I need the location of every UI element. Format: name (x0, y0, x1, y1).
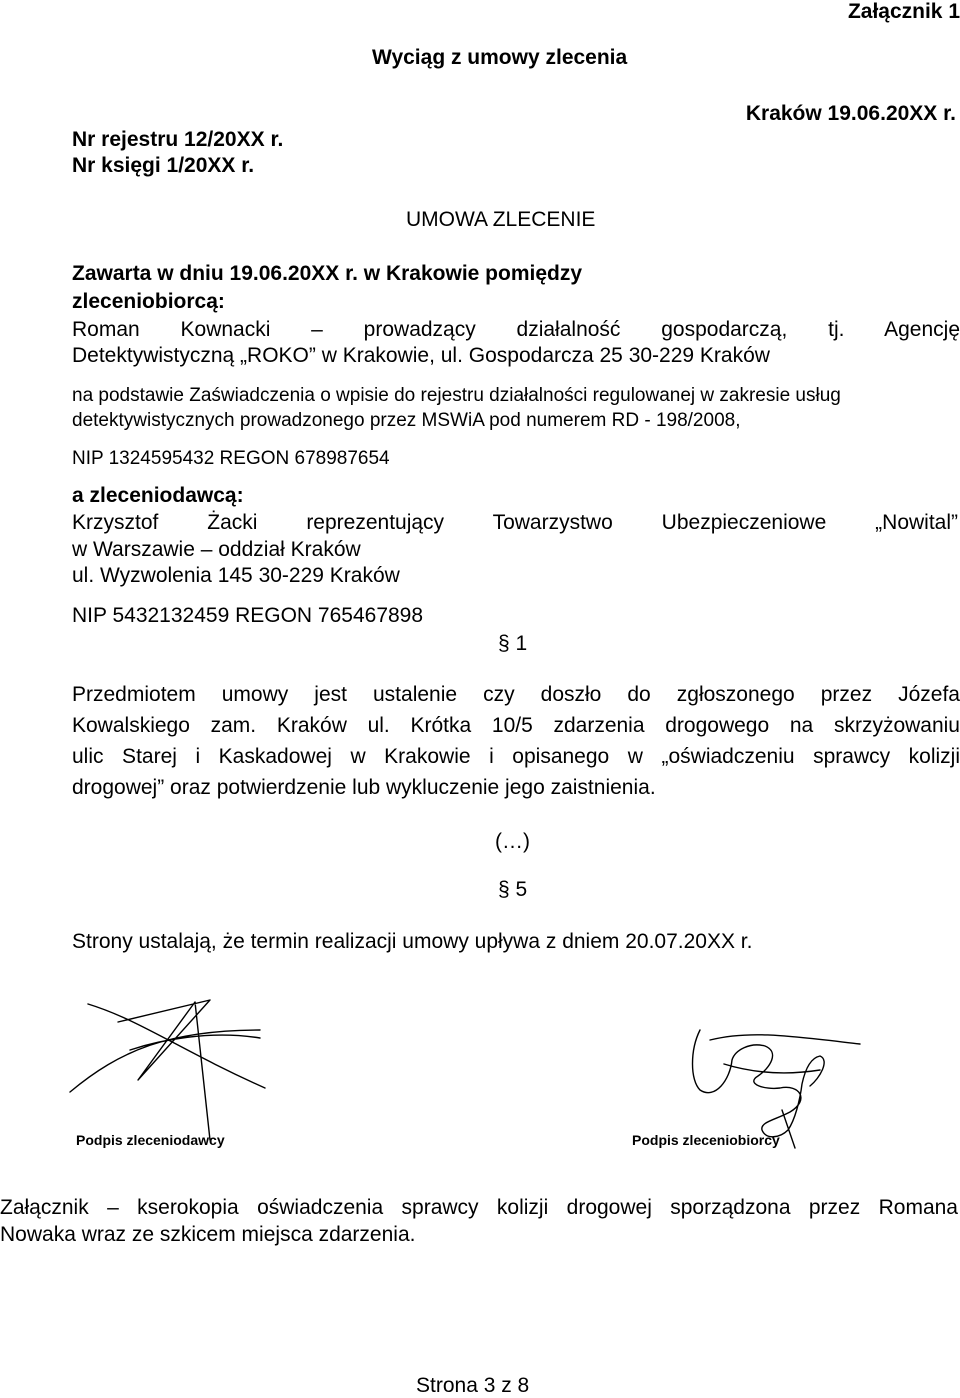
basis-line-1: na podstawie Zaświadczenia o wpisie do rejestru działalności regulowanej w zakresie usług (72, 385, 841, 406)
client-label: a zleceniodawcą: (72, 484, 244, 507)
contractor-line-2: Detektywistyczną „ROKO” w Krakowie, ul. Gospodarcza 25 30-229 Kraków (72, 344, 770, 367)
section-1-line-4: drogowej” oraz potwierdzenie lub wykluczenie jego zaistnienia. (72, 776, 656, 799)
contractor-ids: NIP 1324595432 REGON 678987654 (72, 448, 390, 469)
section-1-line-2: Kowalskiego zam. Kraków ul. Krótka 10/5 zdarzenia drogowego na skrzyżowaniu (72, 714, 960, 737)
ellipsis: (…) (495, 830, 530, 853)
client-line-2: w Warszawie – oddział Kraków (72, 538, 361, 561)
basis-line-2: detektywistycznych prowadzonego przez MSWiA pod numerem RD - 198/2008, (72, 410, 741, 431)
attachment-label: Załącznik 1 (847, 0, 960, 23)
contractor-line-1: Roman Kownacki – prowadzący działalność gospodarczą, tj. Agencję (72, 318, 960, 341)
registry-number: Nr rejestru 12/20XX r. (72, 128, 284, 151)
section-5-mark: § 5 (498, 878, 528, 901)
contractor-signature-caption: Podpis zleceniobiorcy (632, 1132, 780, 1148)
section-5-text: Strony ustalają, że termin realizacji umowy upływa z dniem 20.07.20XX r. (72, 930, 753, 953)
contract-heading: UMOWA ZLECENIE (406, 208, 596, 231)
place-date: Kraków 19.06.20XX r. (745, 102, 956, 125)
page-number: Strona 3 z 8 (416, 1374, 530, 1397)
client-line-1: Krzysztof Żacki reprezentujący Towarzystwo Ubezpieczeniowe „Nowital” (72, 511, 958, 534)
client-ids: NIP 5432132459 REGON 765467898 (72, 604, 424, 627)
section-1-line-1: Przedmiotem umowy jest ustalenie czy doszło do zgłoszonego przez Józefa (72, 683, 960, 706)
client-signature (60, 990, 280, 1140)
client-signature-caption: Podpis zleceniodawcy (76, 1132, 225, 1148)
document-title: Wyciąg z umowy zlecenia (372, 46, 628, 69)
section-1-mark: § 1 (498, 632, 528, 655)
concluded-line: Zawarta w dniu 19.06.20XX r. w Krakowie pomiędzy (72, 262, 583, 285)
attachment-line-2: Nowaka wraz ze szkicem miejsca zdarzenia. (0, 1223, 416, 1246)
attachment-line-1: Załącznik – kserokopia oświadczenia sprawcy kolizji drogowej sporządzona przez Romana (0, 1196, 958, 1219)
client-line-3: ul. Wyzwolenia 145 30-229 Kraków (72, 564, 400, 587)
contractor-label: zleceniobiorcą: (72, 290, 225, 313)
section-1-line-3: ulic Starej i Kaskadowej w Krakowie i opisanego w „oświadczeniu sprawcy kolizji (72, 745, 960, 768)
book-number: Nr księgi 1/20XX r. (72, 154, 255, 177)
